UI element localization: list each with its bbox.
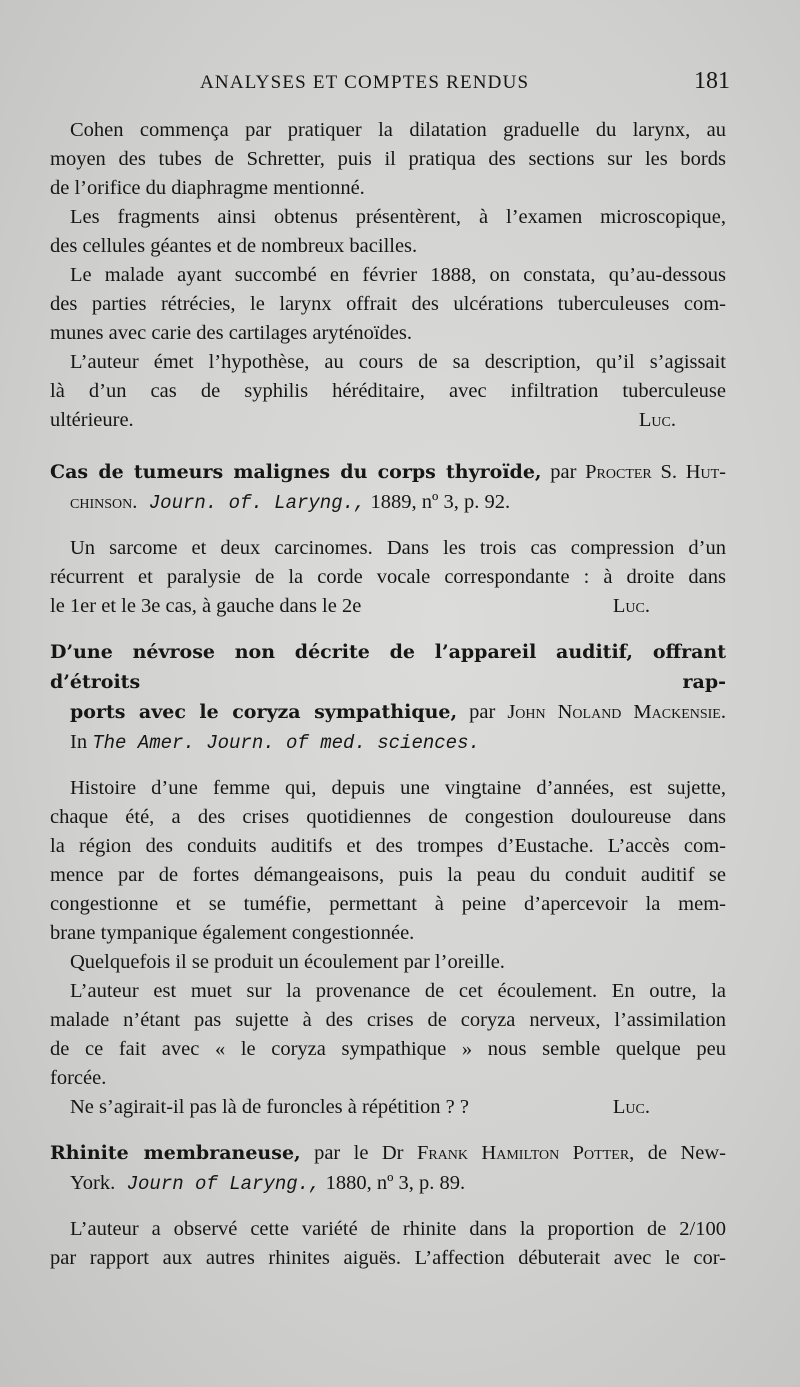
text-line: la région des conduits auditifs et des trompes d’Eustache. L’accès com- [50, 835, 726, 857]
paragraph [50, 861, 726, 890]
citation: 1880, nº 3, p. 89. [320, 1172, 466, 1194]
article-title-cont [50, 697, 726, 727]
text-line: Histoire d’une femme qui, depuis une vingtaine d’années, est sujette, [70, 777, 726, 799]
text-line: Cohen commença par pratiquer la dilatation graduelle du larynx, au [70, 119, 726, 141]
running-header [200, 68, 730, 94]
text-line: mence par de fortes démangeaisons, puis la peau du conduit auditif se [50, 864, 726, 886]
spacer [50, 1122, 726, 1138]
paragraph [50, 890, 726, 919]
text-line: malade n’étant pas sujette à des crises de coryza nerveux, l’assimilation [50, 1009, 726, 1031]
text-line: Un sarcome et deux carcinomes. Dans les trois cas compression d’un [70, 537, 726, 559]
author-name: John Noland Mackensie. [507, 701, 726, 723]
text-line: Le malade ayant succombé en février 1888, on constata, qu’au-dessous [70, 264, 726, 286]
signature-text: Luc. [612, 1096, 650, 1118]
paragraph [50, 534, 726, 563]
paragraph [50, 203, 726, 232]
article-source [50, 1168, 726, 1199]
article-title-cont [50, 487, 726, 518]
text-line: L’auteur émet l’hypothèse, au cours de sa description, qu’il s’agissait [70, 351, 726, 373]
paragraph [50, 919, 726, 948]
author-name-cont: chinson. [70, 491, 138, 513]
title-by: par [457, 701, 508, 723]
title-bold: Rhinite membraneuse, [50, 1142, 301, 1164]
text-line: chaque été, a des crises quotidiennes de congestion douloureuse dans [50, 806, 726, 828]
title-by: par le Dr [300, 1142, 417, 1164]
journal-name: Journ. of. Laryng., [137, 492, 366, 514]
spacer [50, 758, 726, 774]
text-line: moyen des tubes de Schretter, puis il pratiqua des sections sur les bords [50, 148, 726, 170]
paragraph [50, 832, 726, 861]
spacer [50, 518, 726, 534]
signature-text: Luc. [638, 409, 676, 431]
text-line: L’auteur est muet sur la provenance de cet écoulement. En outre, la [70, 980, 726, 1002]
paragraph [50, 1035, 726, 1064]
page-number: 181 [694, 68, 730, 94]
author-place-cont: York. [70, 1172, 116, 1194]
article-title [50, 637, 726, 697]
article-source [50, 727, 726, 758]
paragraph [50, 319, 726, 348]
signature-text: Luc. [612, 595, 650, 617]
paragraph [50, 1064, 726, 1093]
paragraph [50, 377, 726, 406]
paragraph [50, 1215, 726, 1244]
text-line: de ce fait avec « le coryza sympathique » nous semble quelque peu [50, 1038, 726, 1060]
journal-name: Journ of Laryng., [115, 1173, 321, 1195]
paragraph [50, 145, 726, 174]
signature [50, 406, 726, 435]
text-line: Les fragments ainsi obtenus présentèrent, à l’examen microscopique, [70, 206, 726, 228]
text-line: L’auteur a observé cette variété de rhinite dans la proportion de 2/100 [70, 1218, 726, 1240]
spacer [50, 435, 726, 457]
title-by: par [541, 461, 586, 483]
text-line: forcée. [50, 1067, 107, 1089]
paragraph [50, 261, 726, 290]
paragraph [50, 803, 726, 832]
paragraph [50, 1244, 726, 1273]
paragraph [50, 1006, 726, 1035]
running-title: ANALYSES ET COMPTES RENDUS [200, 72, 530, 93]
title-bold: D’une névrose non décrite de l’appareil auditif, offrant d’étroits rap- [50, 641, 726, 693]
paragraph [50, 948, 726, 977]
paragraph [50, 174, 726, 203]
source-in: In [70, 731, 93, 753]
paragraph [50, 116, 726, 145]
text-line: là d’un cas de syphilis héréditaire, avec infiltration tuberculeuse [50, 380, 726, 402]
paragraph [50, 232, 726, 261]
text-line: brane tympanique également congestionnée. [50, 922, 415, 944]
paragraph [50, 290, 726, 319]
article-title [50, 457, 726, 487]
spacer [50, 621, 726, 637]
paragraph [50, 977, 726, 1006]
paragraph [50, 348, 726, 377]
author-name: Frank Hamilton Potter, [416, 1142, 635, 1164]
text-line: ultérieure. [50, 409, 134, 431]
text-line: par rapport aux autres rhinites aiguës. L’affection débuterait avec le cor- [50, 1247, 726, 1269]
article-title [50, 1138, 726, 1168]
title-bold-cont: ports avec le coryza sympathique, [70, 701, 458, 723]
text-line: Quelquefois il se produit un écoulement par l’oreille. [70, 951, 505, 973]
paragraph [50, 774, 726, 803]
text-line: des parties rétrécies, le larynx offrait des ulcérations tuberculeuses com- [50, 293, 726, 315]
author-place: de New- [634, 1142, 727, 1164]
author-name: Procter S. Hut- [585, 461, 726, 483]
text-line: récurrent et paralysie de la corde vocale correspondante : à droite dans [50, 566, 726, 588]
text-line: le 1er et le 3e cas, à gauche dans le 2e [50, 595, 362, 617]
citation: 1889, nº 3, p. 92. [365, 491, 511, 513]
journal-name: The Amer. Journ. of med. sciences. [92, 732, 480, 754]
text-line: congestionne et se tuméfie, permettant à peine d’apercevoir la mem- [50, 893, 726, 915]
spacer [50, 1199, 726, 1215]
text-line: de l’orifice du diaphragme mentionné. [50, 177, 365, 199]
text-line: Ne s’agirait-il pas là de furoncles à répétition ? ? [70, 1096, 470, 1118]
paragraph [50, 563, 726, 592]
body-text [50, 116, 726, 1273]
title-bold: Cas de tumeurs malignes du corps thyroïde, [50, 461, 542, 483]
text-line: des cellules géantes et de nombreux bacilles. [50, 235, 418, 257]
text-line: munes avec carie des cartilages aryténoïdes. [50, 322, 412, 344]
